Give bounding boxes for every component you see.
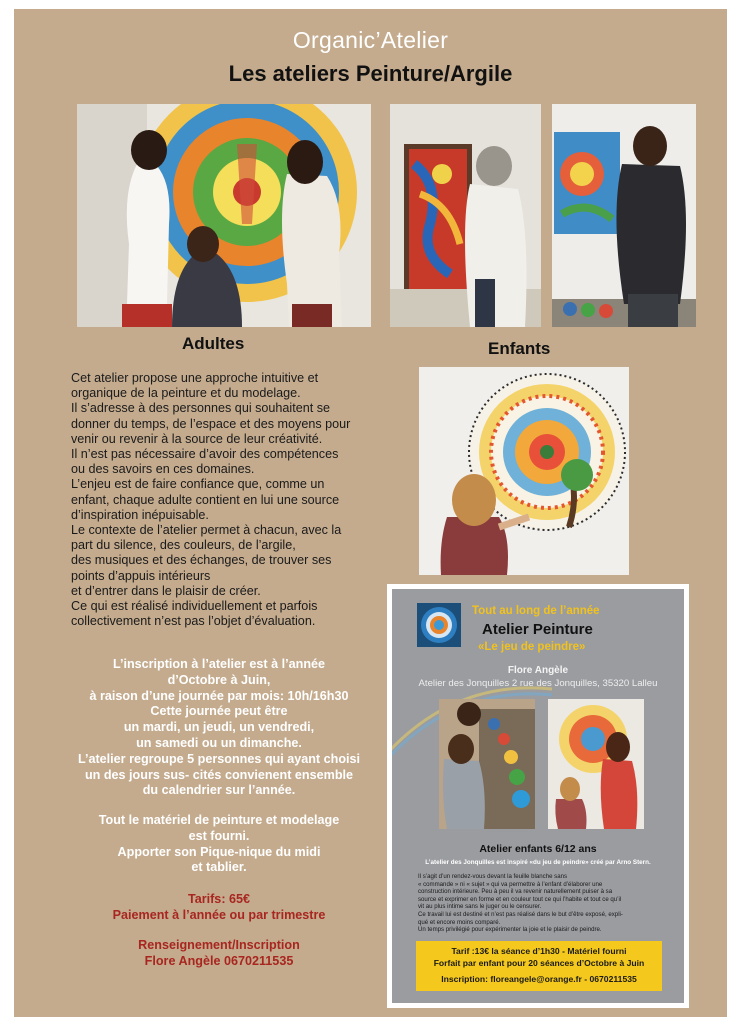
text-line: Ce qui est réalisé individuellement et parfois <box>71 599 318 614</box>
text-line: Il s’agit d’un rendez-vous devant la feuille blanche sans <box>418 873 568 880</box>
text-line: Renseignement/Inscription <box>138 938 300 952</box>
poster-title: Atelier Peinture <box>482 621 593 638</box>
text-line: L’atelier regroupe 5 personnes qui ayant choisi <box>77 751 361 766</box>
text-line: Tarif :13€ la séance d’1h30 - Matériel fourni <box>451 946 627 956</box>
text-line: Paiement à l’année ou par trimestre <box>112 907 326 922</box>
poster-name: Flore Angèle <box>507 665 569 676</box>
text-line: Le contexte de l’atelier permet à chacun, avec la <box>71 523 342 538</box>
poster-body <box>392 589 684 1003</box>
text-line: d’inspiration inépuisable. <box>71 507 209 522</box>
heading-enfants: Enfants <box>488 339 551 358</box>
text-line: du calendrier sur l’année. <box>142 783 296 798</box>
text-line: Tout le matériel de peinture et modelage <box>98 813 340 827</box>
photo-child-painting <box>419 367 629 575</box>
poster-description <box>418 873 666 934</box>
photo-children-paints <box>439 699 535 829</box>
photo-man-painting <box>552 104 696 327</box>
poster-address: Atelier des Jonquilles 2 rue des Jonquilles, 35320 Lalleu <box>418 678 658 689</box>
text-line: enfant, chaque adulte contient en lui une source <box>71 492 340 507</box>
brand-name: Organic’Atelier <box>292 27 449 53</box>
photo-adults-painting <box>77 104 371 327</box>
adultes-description <box>71 371 381 629</box>
photo-children-mandala <box>548 699 644 829</box>
poster-credit: L’atelier des Jonquilles est inspiré «du jeu de peindre» créé par Arno Stern. <box>425 859 651 866</box>
photo-adult-painting <box>390 104 541 327</box>
text-line: L’enjeu est de faire confiance que, comme un <box>71 477 325 492</box>
text-line: donner du temps, de l’espace et des moyens pour <box>71 416 351 431</box>
text-line: est fourni. <box>188 828 250 843</box>
text-line: source et exprimer en forme et en couleur tout ce qui l’habite et tout ce qu’il <box>418 895 622 903</box>
flyer-sheet <box>14 9 727 1017</box>
text-line: Ce travail lui est destiné et n’est pas réalisé dans le but d’être exposé, expli- <box>418 910 623 918</box>
contact-info <box>60 938 378 970</box>
text-line: d’Octobre à Juin, <box>167 672 271 687</box>
text-line: un mardi, un jeudi, un vendredi, <box>123 720 315 735</box>
text-line: points d’appuis intérieurs <box>71 568 211 583</box>
text-line: Flore Angèle 0670211535 <box>144 953 294 968</box>
text-line: à raison d’une journée par mois: 10h/16h30 <box>89 688 349 703</box>
poster-age-title: Atelier enfants 6/12 ans <box>479 843 597 855</box>
text-line: un des jours sus- cités convienent ensemble <box>84 767 354 782</box>
text-line: Un temps privilégié pour expérimenter la joie et le plaisir de peindre. <box>418 926 602 934</box>
materiel-info <box>60 813 378 876</box>
text-line: et tablier. <box>191 860 247 875</box>
text-line: L’inscription à l’atelier est à l’année <box>112 657 326 671</box>
text-line: organique de la peinture et du modelage. <box>71 386 301 401</box>
text-line: des musiques et des échanges, de trouver ses <box>71 553 332 568</box>
text-line: Cette journée peut être <box>150 704 288 719</box>
poster-price-box <box>416 941 662 991</box>
text-line: Forfait par enfant pour 20 séances d’Octobre à Juin <box>433 958 645 968</box>
tarifs-info <box>60 892 378 924</box>
heading-adultes: Adultes <box>182 334 245 353</box>
enfants-poster <box>387 584 689 1008</box>
text-line: construction intérieure. Peu à peu il va revenir naturellement puiser à sa <box>418 888 613 896</box>
poster-tagline: Tout au long de l’année <box>472 605 600 617</box>
poster-subtitle: «Le jeu de peindre» <box>478 641 586 653</box>
text-line: qué et encore moins comparé. <box>418 918 501 926</box>
text-line: Tarifs: 65€ <box>187 892 251 906</box>
inscription-info <box>60 657 378 799</box>
text-line: Inscription: floreangele@orange.fr - 0670211535 <box>441 974 637 984</box>
text-line: collectivement n’est pas l’objet d’évaluation. <box>71 614 316 629</box>
text-line: part du silence, des couleurs, de l’argile, <box>71 538 296 553</box>
text-line: un samedi ou un dimanche. <box>136 735 302 750</box>
text-line: ou des savoirs en ces domaines. <box>71 462 255 477</box>
text-line: vit au plus intime sans le juger ou le censurer. <box>418 903 542 911</box>
text-line: Il n’est pas nécessaire d’avoir des compétences <box>71 447 339 462</box>
text-line: « commande » ni « sujet » qui va permettre à l’enfant d’élaborer une <box>418 880 603 888</box>
page-title: Les ateliers Peinture/Argile <box>228 61 513 86</box>
text-line: et d’entrer dans le plaisir de créer. <box>71 583 261 598</box>
text-line: Cet atelier propose une approche intuitive et <box>71 371 319 385</box>
text-line: venir ou revenir à la source de leur créativité. <box>71 431 323 446</box>
text-line: Apporter son Pique-nique du midi <box>117 844 321 859</box>
text-line: Il s’adresse à des personnes qui souhaitent se <box>71 401 331 416</box>
